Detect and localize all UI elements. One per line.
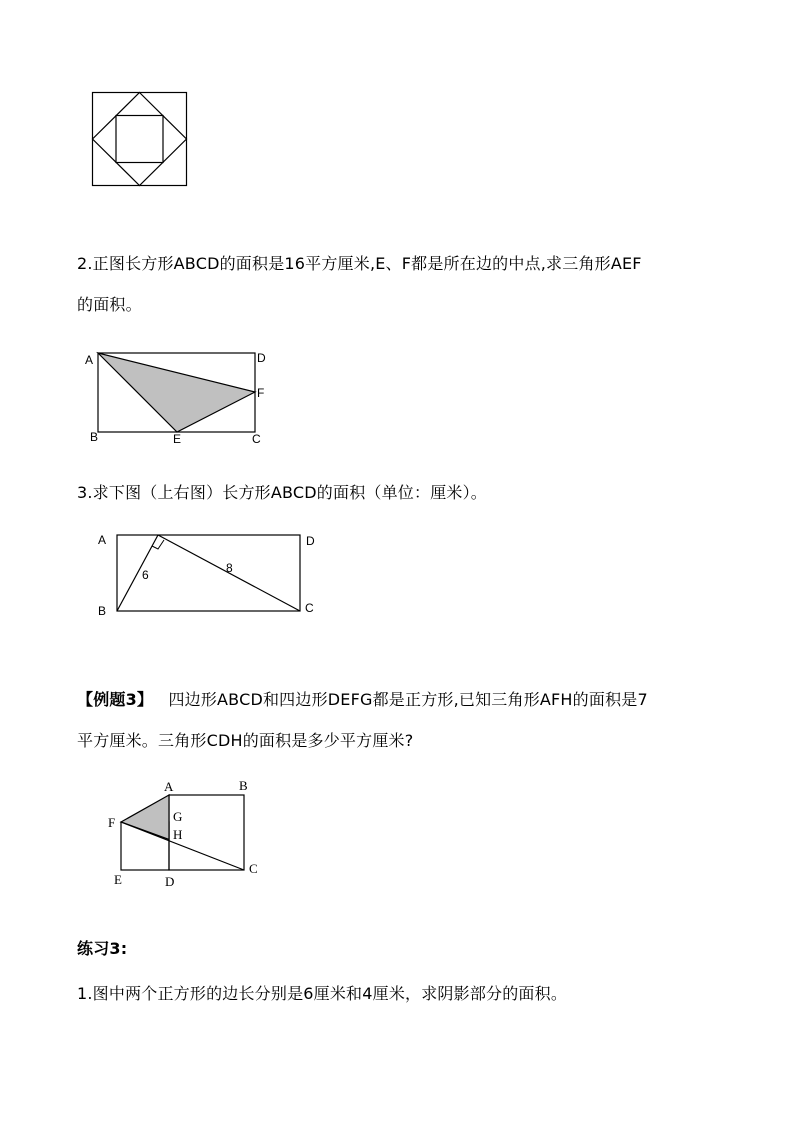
- right-angle-mark: [152, 540, 164, 549]
- nested-squares-figure: [92, 92, 188, 188]
- outer-square: [93, 93, 187, 186]
- label-g: G: [173, 809, 183, 824]
- example-3-line-2: 平方厘米。三角形CDH的面积是多少平方厘米?: [77, 731, 414, 750]
- label-a: A: [98, 533, 107, 547]
- inner-square: [116, 116, 163, 163]
- label-a: A: [164, 779, 174, 794]
- example-3-figure: [105, 778, 275, 888]
- label-c: C: [249, 861, 258, 876]
- problem-2-line-2: 的面积。: [77, 295, 142, 314]
- label-e: E: [173, 432, 182, 446]
- label-b: B: [98, 604, 107, 618]
- problem-2-line-1: 2.正图长方形ABCD的面积是16平方厘米,E、F都是所在边的中点,求三角形AEF: [77, 254, 642, 273]
- label-d: D: [165, 874, 175, 889]
- label-c: C: [252, 432, 261, 446]
- shaded-triangle-afh: [121, 795, 169, 840]
- practice-3-item-1: 1.图中两个正方形的边长分别是6厘米和4厘米，求阴影部分的面积。: [77, 984, 568, 1003]
- segment-f-c: [121, 822, 244, 870]
- label-d: D: [257, 351, 266, 365]
- label-c: C: [305, 601, 314, 615]
- middle-rotated-square: [93, 93, 187, 186]
- label-e: E: [114, 872, 122, 887]
- label-length-8: 8: [226, 561, 233, 575]
- label-h: H: [173, 827, 183, 842]
- problem-2-figure: [80, 346, 280, 446]
- label-b: B: [239, 778, 248, 793]
- label-a: A: [85, 353, 94, 367]
- label-b: B: [90, 430, 99, 444]
- practice-3-heading: 练习3:: [77, 939, 128, 958]
- label-d: D: [306, 534, 315, 548]
- example-3-tag: 【例题3】: [77, 690, 154, 709]
- label-f: F: [108, 815, 116, 830]
- example-3-line-1: [77, 692, 648, 708]
- label-length-6: 6: [142, 568, 149, 582]
- shaded-triangle-aef: [98, 353, 255, 432]
- problem-3-figure: [95, 530, 335, 620]
- label-f: F: [257, 386, 265, 400]
- example-3-text: 四边形ABCD和四边形DEFG都是正方形,已知三角形AFH的面积是7: [168, 690, 648, 709]
- problem-3-text: 3.求下图（上右图）长方形ABCD的面积（单位：厘米）。: [77, 483, 487, 502]
